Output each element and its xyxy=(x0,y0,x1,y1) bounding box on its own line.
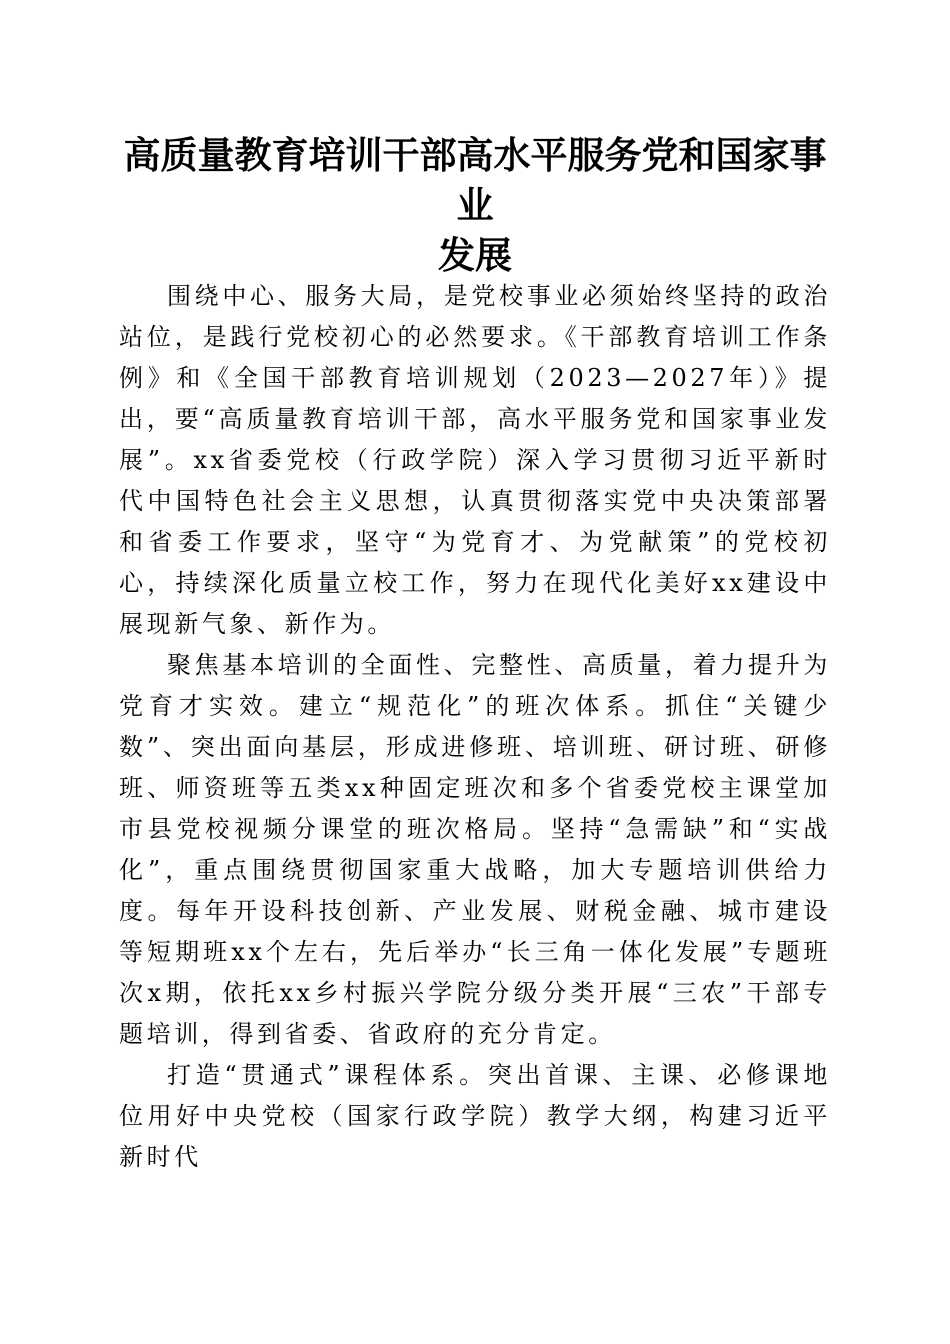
title-line-2: 发展 xyxy=(438,233,512,277)
paragraph-3: 打造“贯通式”课程体系。突出首课、主课、必修课地位用好中央党校（国家行政学院）教学大纲，构建习近平新时代 xyxy=(119,1061,831,1171)
document-body xyxy=(119,276,831,1178)
document-title xyxy=(110,130,840,280)
paragraph-1: 围绕中心、服务大局，是党校事业必须始终坚持的政治站位，是践行党校初心的必然要求。《干部教育培训工作条例》和《全国干部教育培训规划（2023—2027年）》提出，要“高质量教育培训干部，高水平服务党和国家事业发展”。xx省委党校（行政学院）深入学习贯彻习近平新时代中国特色社会主义思想，认真贯彻落实党中央决策部署和省委工作要求，坚守“为党育才、为党献策”的党校初心，持续深化质量立校工作，努力在现代化美好xx建设中展现新气象、新作为。 xyxy=(119,282,831,638)
title-line-1: 高质量教育培训干部高水平服务党和国家事业 xyxy=(123,133,827,227)
paragraph-2: 聚焦基本培训的全面性、完整性、高质量，着力提升为党育才实效。建立“规范化”的班次体系。抓住“关键少数”、突出面向基层，形成进修班、培训班、研讨班、研修班、师资班等五类xx种固定班次和多个省委党校主课堂加市县党校视频分课堂的班次格局。坚持“急需缺”和“实战化”，重点围绕贯彻国家重大战略，加大专题培训供给力度。每年开设科技创新、产业发展、财税金融、城市建设等短期班xx个左右，先后举办“长三角一体化发展”专题班次x期，依托xx乡村振兴学院分级分类开展“三农”干部专题培训，得到省委、省政府的充分肯定。 xyxy=(119,651,831,1048)
